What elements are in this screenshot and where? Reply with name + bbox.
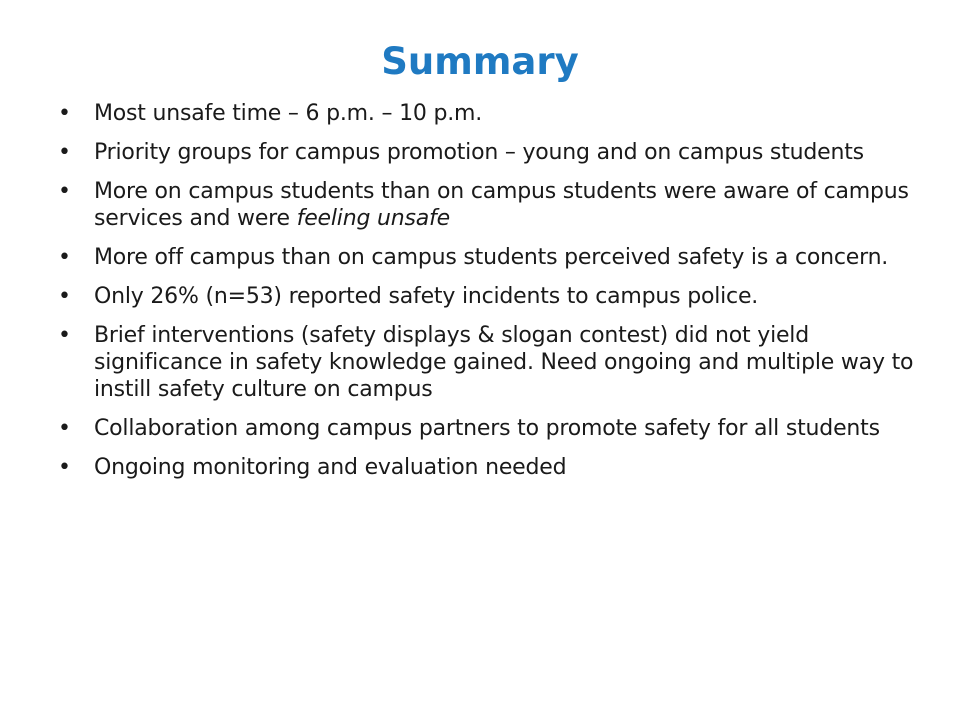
bullet-item (56, 415, 916, 442)
bullet-dot-icon: • (58, 179, 71, 204)
bullet-text: Brief interventions (safety displays & slogan contest) did not yield significance in safety knowledge gained. Need ongoing and multiple way to instill safety culture on campus (94, 323, 914, 402)
bullet-text: More off campus than on campus students perceived safety is a concern. (94, 245, 889, 270)
bullet-item (56, 244, 916, 271)
bullet-item (56, 178, 916, 232)
bullet-dot-icon: • (58, 140, 71, 165)
bullet-dot-icon: • (58, 455, 71, 480)
bullet-text: Most unsafe time – 6 p.m. – 10 p.m. (94, 101, 483, 126)
bullet-text: Ongoing monitoring and evaluation needed (94, 455, 567, 480)
bullet-item (56, 322, 916, 403)
bullet-dot-icon: • (58, 284, 71, 309)
bullet-text: Priority groups for campus promotion – young and on campus students (94, 140, 864, 165)
bullet-list (56, 100, 916, 493)
slide-title: Summary (381, 40, 579, 83)
bullet-text: More on campus students than on campus students were aware of campus services and were (94, 179, 909, 231)
bullet-dot-icon: • (58, 323, 71, 348)
bullet-item (56, 454, 916, 481)
bullet-item (56, 100, 916, 127)
bullet-dot-icon: • (58, 245, 71, 270)
bullet-dot-icon: • (58, 101, 71, 126)
bullet-text: Collaboration among campus partners to promote safety for all students (94, 416, 880, 441)
bullet-item (56, 283, 916, 310)
bullet-dot-icon: • (58, 416, 71, 441)
bullet-text-emphasis: feeling unsafe (296, 206, 450, 231)
bullet-text: Only 26% (n=53) reported safety incidents to campus police. (94, 284, 759, 309)
bullet-item (56, 139, 916, 166)
